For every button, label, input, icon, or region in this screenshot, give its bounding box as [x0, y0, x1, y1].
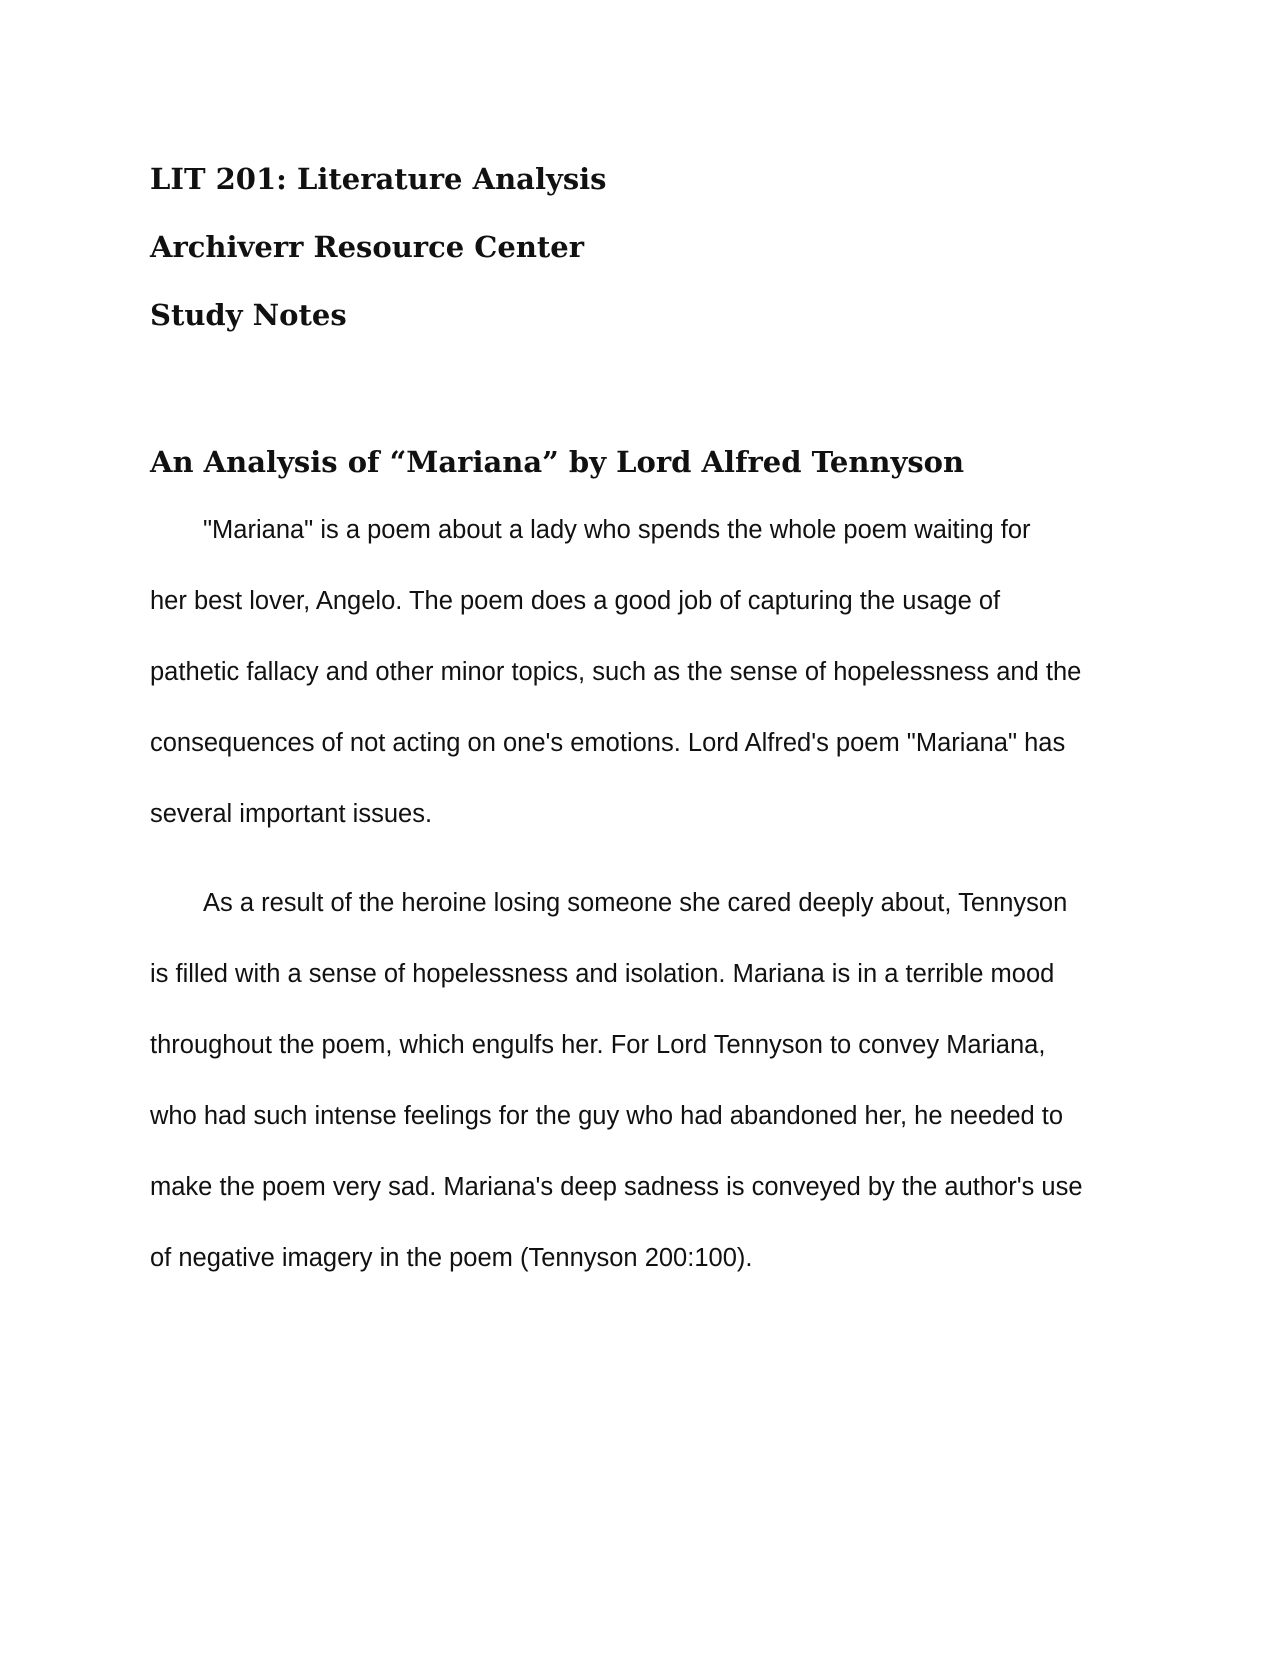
course-title: LIT 201: Literature Analysis [150, 162, 607, 196]
paragraph-line: is filled with a sense of hopelessness and isolation. Mariana is in a terrible mood [150, 960, 1055, 988]
paragraph-line: who had such intense feelings for the guy who had abandoned her, he needed to [150, 1102, 1064, 1130]
paragraph-line: make the poem very sad. Mariana's deep sadness is conveyed by the author's use [150, 1173, 1083, 1201]
paragraph-line: pathetic fallacy and other minor topics, such as the sense of hopelessness and the [150, 658, 1082, 686]
paragraph-line: "Mariana" is a poem about a lady who spends the whole poem waiting for [203, 516, 1031, 544]
paragraph-line: throughout the poem, which engulfs her. For Lord Tennyson to convey Mariana, [150, 1031, 1046, 1059]
document-type: Study Notes [150, 298, 347, 332]
paragraph-line: several important issues. [150, 800, 433, 828]
paragraph-2 [150, 868, 1160, 1294]
paragraph-line: of negative imagery in the poem (Tennyson 200:100). [150, 1244, 753, 1272]
paragraph-line: her best lover, Angelo. The poem does a good job of capturing the usage of [150, 587, 1001, 615]
document-header [150, 145, 1150, 349]
paragraph-line: consequences of not acting on one's emotions. Lord Alfred's poem "Mariana" has [150, 729, 1066, 757]
paragraph-line: As a result of the heroine losing someone she cared deeply about, Tennyson [203, 889, 1068, 917]
essay-title: An Analysis of “Mariana” by Lord Alfred Tennyson [150, 445, 965, 479]
resource-center-name: Archiverr Resource Center [150, 230, 585, 264]
paragraph-1 [150, 495, 1160, 850]
